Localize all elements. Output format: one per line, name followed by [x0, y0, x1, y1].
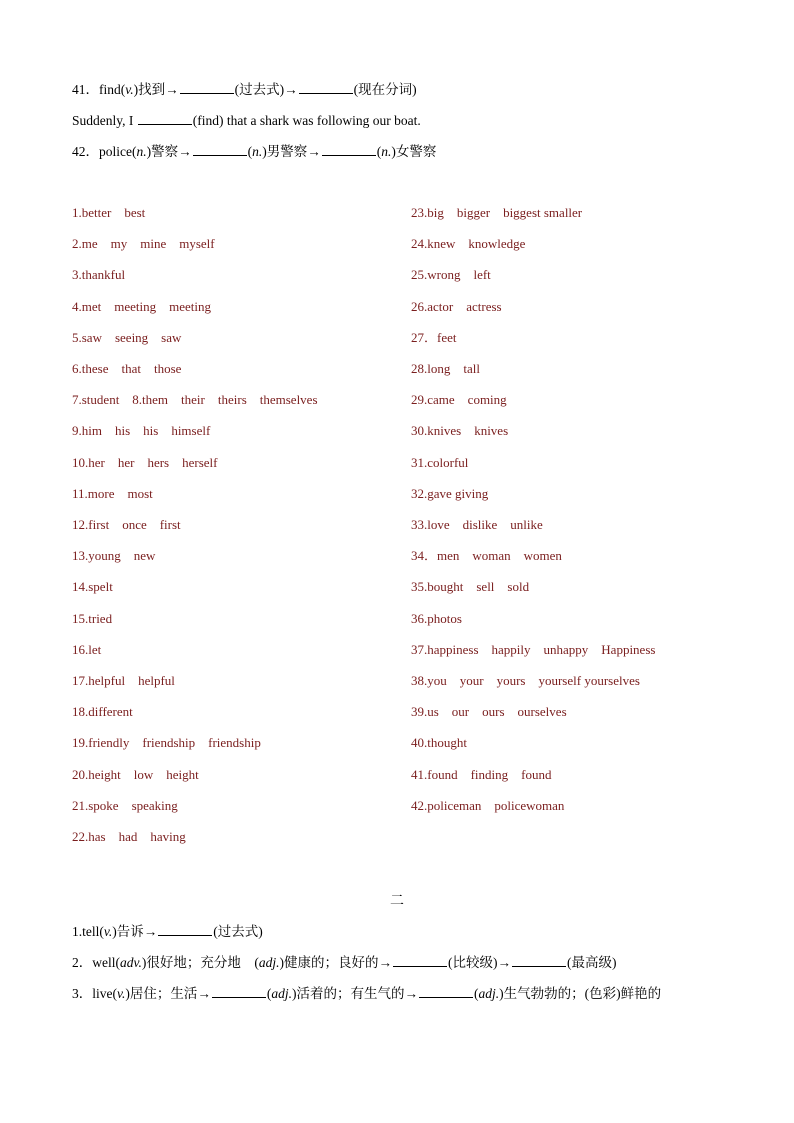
answer-item: 2.me my mine myself: [72, 236, 215, 252]
b-q1-text-2: (过去式): [213, 924, 263, 939]
answer-item: 13.young new: [72, 548, 156, 564]
answer-item: 22.has had having: [72, 829, 186, 844]
answer-item: 21.spoke speaking: [72, 797, 178, 813]
answer-blank[interactable]: [299, 81, 353, 94]
b-q3-text-3: )生气勃勃的；(色彩)鲜艳的: [499, 986, 662, 1001]
answer-item: 26.actor actress: [411, 298, 502, 314]
q41-text-1: )找到→: [133, 82, 179, 97]
answer-item: 14.spelt: [72, 579, 113, 595]
question-3: 3．live(v.)居住；生活→ (adj.)活着的；有生气的→ (adj.)生气勃勃的；(色彩)鲜艳的: [72, 986, 662, 1001]
answer-blank[interactable]: [393, 954, 447, 967]
answer-blank[interactable]: [158, 923, 212, 936]
answer-item: 1.better best: [72, 205, 146, 220]
answer-item: 30.knives knives: [411, 423, 509, 439]
answer-item: 10.her her hers herself: [72, 454, 218, 470]
q41-number: 41．find(: [72, 82, 126, 97]
b-q3-pos-3: adj.: [478, 986, 500, 1001]
b-q2-text-3: (比较级)→: [448, 955, 512, 970]
answer-item: 17.helpful helpful: [72, 673, 175, 688]
question-1: [72, 923, 263, 941]
answer-item: 15.tried: [72, 610, 113, 626]
q42-pos-1: n.: [136, 144, 147, 159]
b-q1-text-1: )告诉→: [112, 924, 158, 939]
answer-item: 37.happiness happily unhappy Happiness: [411, 641, 656, 657]
q42-number: 42．police(: [72, 144, 137, 159]
sentence-end: (find) that a shark was following our boat.: [192, 113, 421, 128]
answer-item: 32.gave giving: [411, 485, 489, 501]
answer-item: 23.big bigger biggest smaller: [411, 205, 583, 220]
answer-item: 31.colorful: [411, 454, 469, 470]
answer-item: 6.these that those: [72, 361, 182, 376]
question-42: 42．police(n.)警察→ (n.)男警察→ (n.)女警察: [72, 144, 437, 159]
q42-text-3: )女警察: [391, 144, 437, 159]
b-q3-pos-1: v.: [117, 986, 126, 1001]
answer-blank[interactable]: [212, 985, 266, 998]
answer-item: 7.student 8.them their theirs themselves: [72, 392, 318, 408]
answer-item: 39.us our ours ourselves: [411, 704, 567, 720]
answer-item: 28.long tall: [411, 361, 480, 376]
answer-item: 25.wrong left: [411, 267, 491, 283]
answer-item: 9.him his his himself: [72, 423, 211, 439]
q42-pos-3: n.: [381, 144, 392, 159]
answer-blank[interactable]: [138, 112, 192, 125]
sentence-start: Suddenly, I: [72, 113, 134, 128]
b-q3-number: 3．live(: [72, 986, 117, 1001]
b-q1-number: 1.tell(: [72, 924, 104, 939]
b-q2-pos-2: adj.: [258, 955, 280, 970]
answer-item: 36.photos: [411, 610, 462, 626]
b-q2-pos-1: adv.: [120, 955, 142, 970]
answer-item: 5.saw seeing saw: [72, 329, 182, 345]
b-q1-pos: v.: [103, 924, 113, 939]
answer-item: 3.thankful: [72, 267, 126, 283]
example-sentence: [72, 112, 421, 130]
question-2: [72, 954, 617, 972]
answer-item: 34．men woman women: [411, 548, 562, 564]
answer-item: 41.found finding found: [411, 766, 552, 782]
answer-item: 19.friendly friendship friendship: [72, 735, 261, 751]
q41-text-3: (现在分词): [353, 82, 417, 97]
answer-blank[interactable]: [512, 954, 566, 967]
answer-item: 27．feet: [411, 329, 457, 345]
b-q2-text-2: )健康的；良好的→: [279, 955, 393, 970]
b-q2-text-4: (最高级): [567, 955, 617, 970]
b-q2-text-1: )很好地；充分地 (: [141, 955, 259, 970]
b-q3-text-2: )活着的；有生气的→: [292, 986, 419, 1001]
b-q3-pos-2: adj.: [271, 986, 293, 1001]
b-q2-number: 2．well(: [72, 955, 120, 970]
q42-text-2: )男警察→: [262, 144, 321, 159]
answer-item: 18.different: [72, 704, 133, 720]
q42-text-1: )警察→: [146, 144, 192, 159]
answer-blank[interactable]: [419, 985, 473, 998]
answer-item: 29.came coming: [411, 392, 507, 408]
answer-item: 20.height low height: [72, 766, 199, 782]
q41-pos: v.: [125, 82, 134, 97]
answer-item: 4.met meeting meeting: [72, 298, 211, 314]
answer-item: 35.bought sell sold: [411, 579, 530, 595]
b-q3-text-1: )居住；生活→: [125, 986, 211, 1001]
answer-item: 11.more most: [72, 485, 153, 501]
q41-text-2: (过去式)→: [234, 82, 298, 97]
answer-item: 24.knew knowledge: [411, 236, 526, 252]
section-title: 二: [390, 894, 404, 909]
answer-blank[interactable]: [322, 143, 376, 156]
answer-item: 12.first once first: [72, 517, 181, 532]
question-41: [72, 81, 417, 99]
answer-blank[interactable]: [180, 81, 234, 94]
answer-item: 42.policeman policewoman: [411, 797, 565, 813]
answer-item: 40.thought: [411, 735, 467, 751]
answer-item: 16.let: [72, 641, 102, 657]
answer-item: 38.you your yours yourself yourselves: [411, 673, 640, 688]
answer-item: 33.love dislike unlike: [411, 517, 543, 532]
answer-blank[interactable]: [193, 143, 247, 156]
q42-pos-2: n.: [252, 144, 263, 159]
